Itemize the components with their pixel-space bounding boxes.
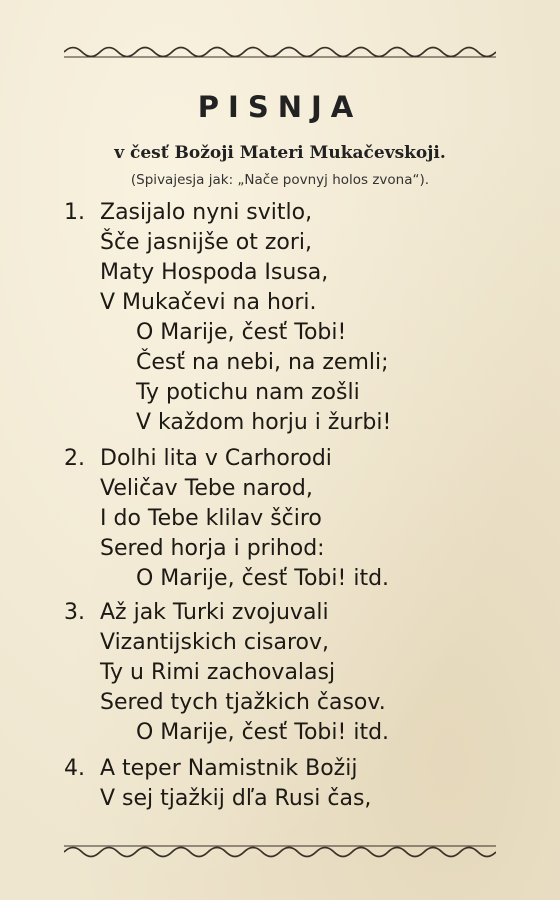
verse-line: Veličav Tebe narod, <box>100 476 313 501</box>
verse-line: V Mukačevi na hori. <box>100 290 317 315</box>
refrain-line: O Marije, česť Tobi! itd. <box>136 720 390 745</box>
stanza-number: 1. <box>64 200 85 225</box>
page-title: PISNJA <box>197 90 363 124</box>
verse-line: Dolhi lita v Carhorodi <box>100 446 332 471</box>
verse-line: Maty Hospoda Isusa, <box>100 260 329 285</box>
verse-line: Zasijalo nyni svitlo, <box>100 200 313 225</box>
refrain-line: Ty potichu nam zošli <box>136 380 360 405</box>
stanza-number: 3. <box>64 600 85 625</box>
verse-line: Šče jasnijše ot zori, <box>100 230 313 255</box>
refrain-line: O Marije, česť Tobi! <box>136 320 347 345</box>
refrain-line: Česť na nebi, na zemli; <box>136 350 389 375</box>
subtitle: v česť Božoji Materi Mukačevskoji. <box>114 143 446 163</box>
stanza-number: 4. <box>64 756 85 781</box>
verse-line: Sered tych tjažkich časov. <box>100 690 386 715</box>
verse-line: Až jak Turki zvojuvali <box>100 600 329 625</box>
verse-line: I do Tebe klilav ščiro <box>100 506 322 531</box>
ornamental-border-top <box>64 44 496 60</box>
verse-line: Ty u Rimi zachovalasj <box>100 660 336 685</box>
refrain-line: O Marije, česť Tobi! itd. <box>136 566 390 591</box>
ornamental-border-bottom <box>64 843 496 859</box>
verse-line: Vizantijskich cisarov, <box>100 630 330 655</box>
verse-line: Sered horja i prihod: <box>100 536 325 561</box>
stanza-number: 2. <box>64 446 85 471</box>
verse-line: A teper Namistnik Božij <box>100 756 358 781</box>
refrain-line: V každom horju i žurbi! <box>136 410 392 435</box>
melody-note: (Spivajesja jak: „Nače povnyj holos zvona“). <box>130 172 430 188</box>
verse-line: V sej tjažkij dľa Rusi čas, <box>100 786 372 811</box>
